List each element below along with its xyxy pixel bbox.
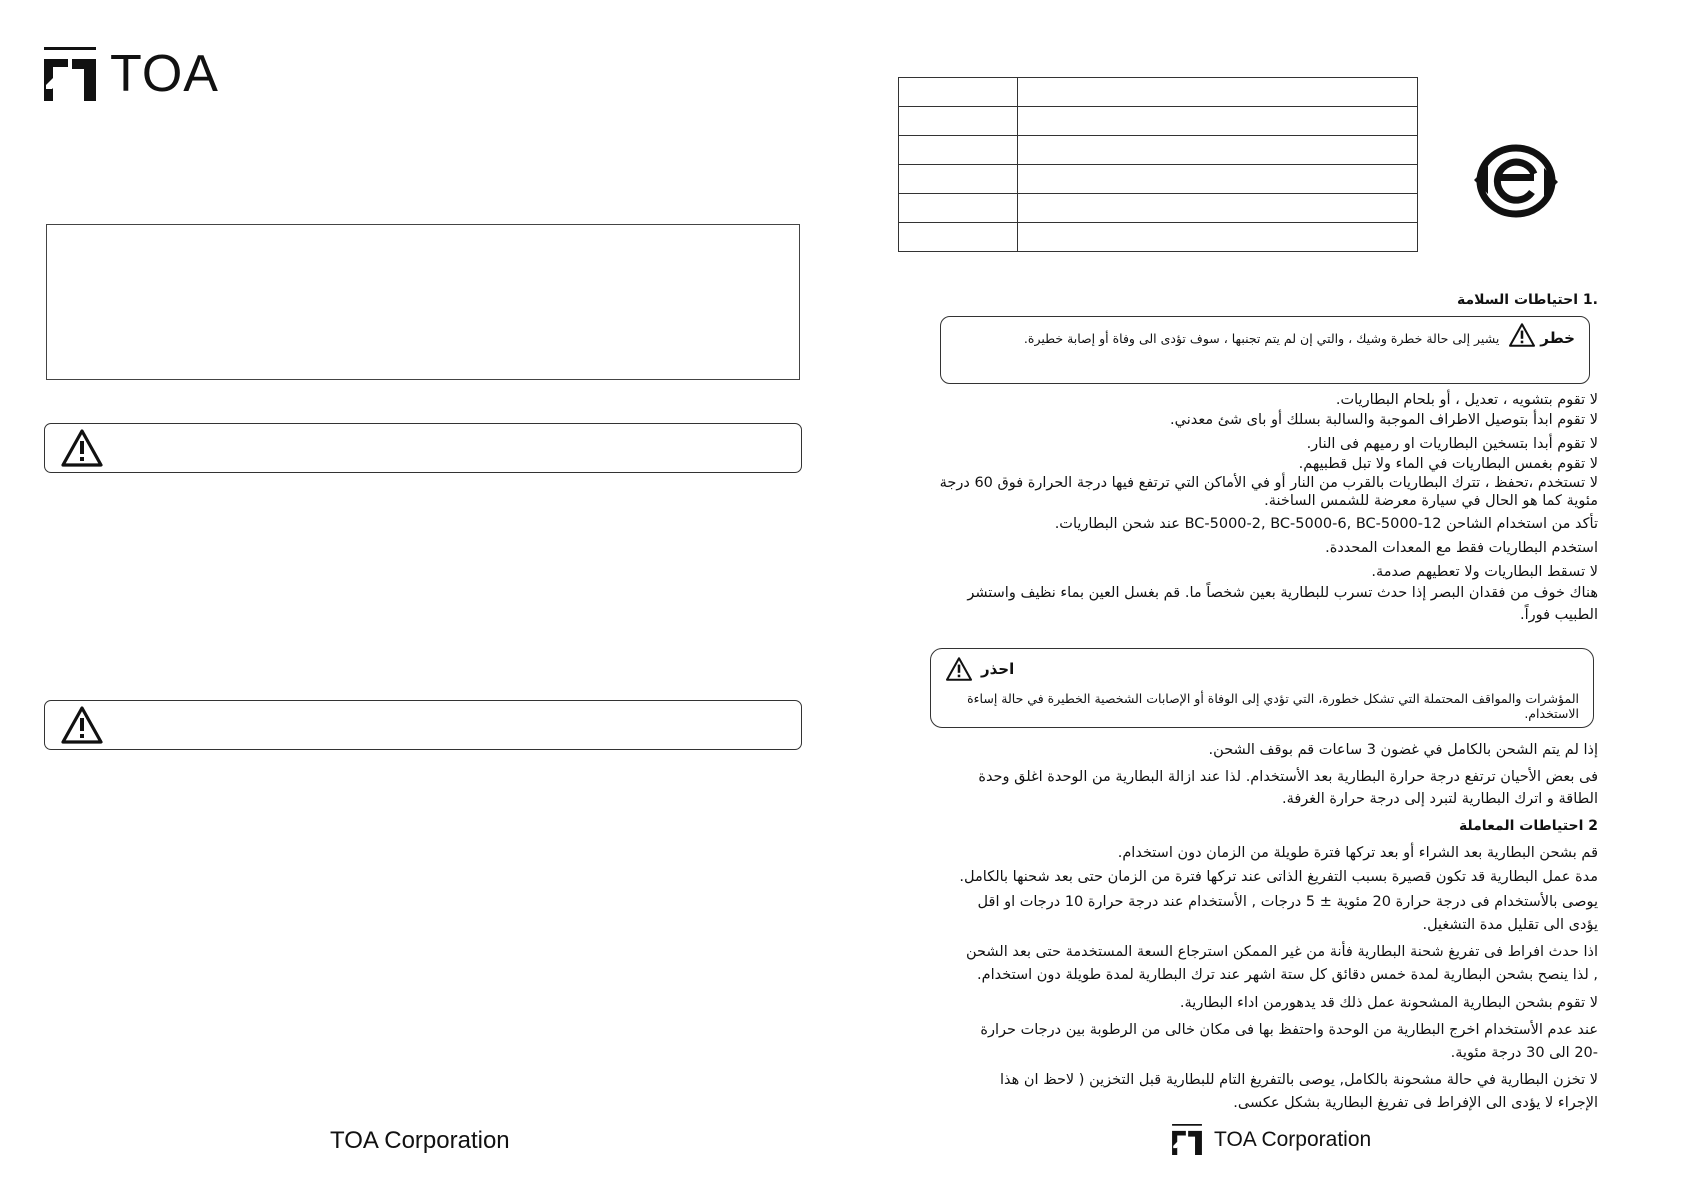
warning-box-1	[44, 423, 802, 473]
toa-logo-icon	[44, 47, 96, 101]
list-item: لا تسقط البطاريات ولا تعطيهم صدمة.	[1371, 564, 1598, 580]
list-item: إذا لم يتم الشحن بالكامل في غضون 3 ساعات قم بوقف الشحن.	[1208, 742, 1598, 758]
table-row	[899, 223, 1418, 252]
list-item: هناك خوف من فقدان البصر إذا حدث تسرب للبطارية بعين شخصاً ما. قم بغسل العين بماء نظيف واستشر الطبيب فوراً.	[967, 585, 1598, 623]
caution-word: احذر	[981, 660, 1015, 678]
table-cell	[1018, 136, 1418, 165]
caution-box	[930, 648, 1594, 728]
list-item: لا تقوم ابدأ بتوصيل الاطراف الموجبة والسالبة بسلك أو باى شئ معدني.	[1170, 412, 1598, 428]
danger-box	[940, 316, 1590, 384]
section1-heading: .1 احتياطات السلامة	[1456, 292, 1598, 308]
logo-text: TOA	[110, 45, 219, 103]
list-item: لا تقوم أبدا بتسخين البطاريات او رميهم فى النار.	[1306, 436, 1598, 452]
corporation-footer-right	[1172, 1124, 1371, 1155]
table-row	[899, 107, 1418, 136]
table-cell	[1018, 78, 1418, 107]
section2-list	[958, 843, 1598, 1115]
danger-text: يشير إلى حالة خطرة وشيك ، والتي إن لم يتم تجنبها ، سوف تؤدى الى وفاة أو إصابة خطيرة.	[1023, 331, 1500, 346]
spec-table	[898, 77, 1418, 252]
list-item: فى بعض الأحيان ترتفع درجة حرارة البطارية بعد الأستخدام. لذا عند ازالة البطارية من الوحدة اغلق وحدة الطاقة و اترك البطارية لتبرد إلى درجة حرارة الغرفة.	[978, 769, 1598, 807]
warning-box-2	[44, 700, 802, 750]
list-item: لا تستخدم ،تحفظ ، تترك البطاريات بالقرب من النار أو في الأماكن التي ترتفع فيها درجة الحرارة فوق 60 درجة مئوية كما هو الحال في سيارة معرضة للشمس الساخنة.	[939, 475, 1598, 509]
section2-heading: 2 احتياطات المعاملة	[1458, 818, 1598, 834]
list-item: قم بشحن البطارية بعد الشراء أو بعد تركها فترة طويلة من الزمان دون استخدام.	[1117, 845, 1598, 861]
list-item: مدة عمل البطارية قد تكون قصيرة بسبب التفريغ الذاتى عند تركها فترة من الزمان حتى بعد شحنها بالكامل.	[959, 869, 1598, 885]
table-cell	[899, 165, 1018, 194]
list-item: تأكد من استخدام الشاحن BC-5000-2, BC-5000-6, BC-5000-12 عند شحن البطاريات.	[1054, 516, 1598, 532]
table-row	[899, 194, 1418, 223]
warning-triangle-icon	[945, 657, 973, 681]
corporation-name-right: TOA Corporation	[1214, 1127, 1372, 1151]
table-cell	[1018, 165, 1418, 194]
caution-text: المؤشرات والمواقف المحتملة التي تشكل خطورة، التي تؤدي إلى الوفاة أو الإصابات الشخصية الخطيرة في حالة إساءة الاستخدام.	[967, 691, 1579, 721]
table-row	[899, 136, 1418, 165]
warning-triangle-icon	[61, 706, 103, 744]
toa-logo	[44, 46, 234, 102]
list-item: لا تقوم بغمس البطاريات في الماء ولا تبل قطبيهم.	[1298, 456, 1598, 472]
caution-list	[978, 740, 1598, 810]
title-box	[46, 224, 800, 380]
table-cell	[1018, 223, 1418, 252]
list-item: استخدم البطاريات فقط مع المعدات المحددة.	[1325, 540, 1598, 556]
list-item: اذا حدث افراط فى تفريغ شحنة البطارية فأنة من غير الممكن استرجاع السعة المستخدمة حتى بعد الشحن , لذا ينصح بشحن البطارية لمدة خمس دقائق كل ستة اشهر عند ترك البطارية لمدة طويلة دون استخدام.	[965, 944, 1598, 983]
warning-triangle-icon	[61, 429, 103, 467]
list-item: يوصى بالأستخدام فى درجة حرارة 20 مئوية ± 5 درجات , الأستخدام عند درجة حرارة 10 درجات او اقل يؤدى الى تقليل مدة التشغيل.	[977, 894, 1598, 933]
toa-logo-icon	[1172, 1124, 1202, 1155]
table-row	[899, 78, 1418, 107]
list-item: لا تخزن البطارية في حالة مشحونة بالكامل, يوصى بالتفريغ التام للبطارية قبل التخزين ( لاحظ ان هذا الإجراء لا يؤدى الى الإفراط فى تفريغ البطارية بشكل عكسى.	[1000, 1072, 1598, 1111]
table-cell	[1018, 194, 1418, 223]
danger-word: خطر	[1540, 329, 1575, 347]
list-item: عند عدم الأستخدام اخرج البطارية من الوحدة واحتفظ بها فى مكان خالى من الرطوبة بين درجات حرارة -20 الى 30 درجة مئوية.	[980, 1022, 1598, 1061]
table-cell	[899, 78, 1018, 107]
list-item: لا تقوم بتشويه ، تعديل ، أو بلحام البطاريات.	[1335, 392, 1598, 408]
list-item: لا تقوم بشحن البطارية المشحونة عمل ذلك قد يدهورمن اداء البطارية.	[1179, 995, 1598, 1011]
danger-list	[938, 390, 1598, 626]
table-cell	[899, 136, 1018, 165]
warning-triangle-icon	[1508, 323, 1536, 347]
table-row	[899, 165, 1418, 194]
corporation-name-left: TOA Corporation	[330, 1127, 510, 1154]
table-cell	[1018, 107, 1418, 136]
table-cell	[899, 223, 1018, 252]
table-cell	[899, 194, 1018, 223]
table-cell	[899, 107, 1018, 136]
eco-recycle-e-icon	[1470, 144, 1562, 222]
